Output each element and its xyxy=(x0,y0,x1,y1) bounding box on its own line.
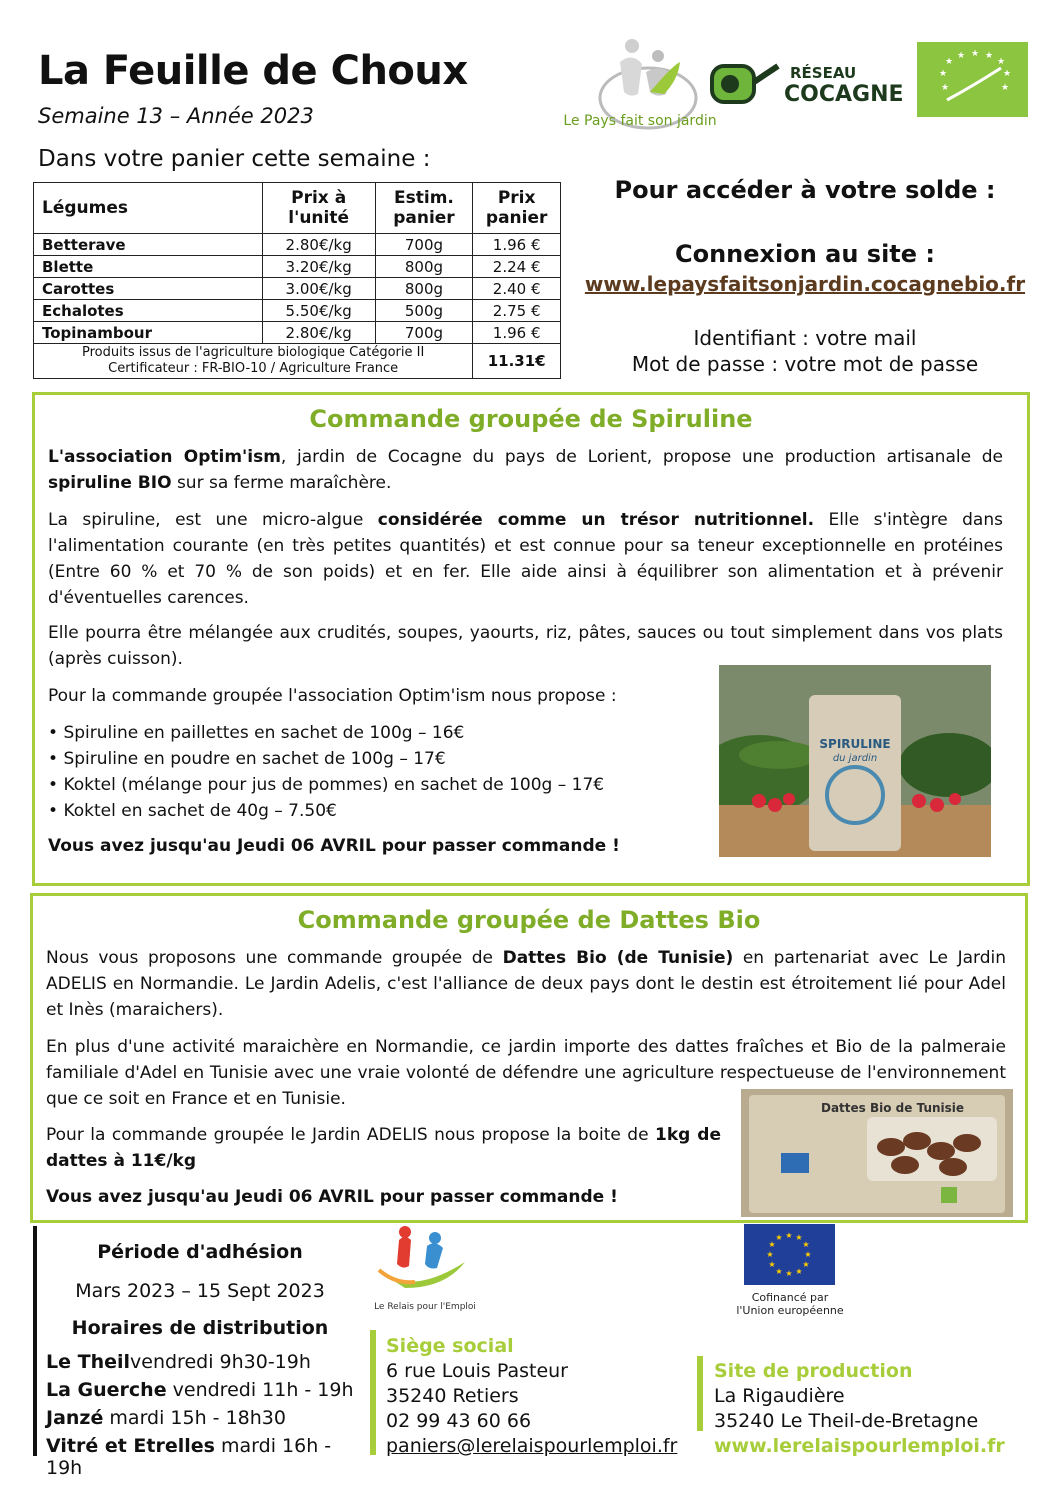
production-city: 35240 Le Theil-de-Bretagne xyxy=(714,1410,979,1432)
site-link[interactable]: www.lepaysfaitsonjardin.cocagnebio.fr xyxy=(584,272,1026,296)
dattes-title: Commande groupée de Dattes Bio xyxy=(297,906,761,934)
col-header-estimate: Estim. panier xyxy=(375,183,473,234)
schedule-time: vendredi 11h - 19h xyxy=(166,1379,354,1401)
veg-unit-price: 2.80€/kg xyxy=(262,322,375,344)
svg-text:★: ★ xyxy=(775,1233,783,1242)
schedule-place: Le Theil xyxy=(46,1351,131,1373)
veg-estimate: 800g xyxy=(375,278,473,300)
svg-text:★: ★ xyxy=(766,1250,774,1259)
veg-price: 1.96 € xyxy=(473,234,561,256)
schedule-row xyxy=(46,1407,366,1429)
dattes-section xyxy=(30,893,1028,1223)
veg-estimate: 800g xyxy=(375,256,473,278)
siege-accent-bar xyxy=(370,1330,376,1455)
veg-price: 2.24 € xyxy=(473,256,561,278)
veg-unit-price: 3.20€/kg xyxy=(262,256,375,278)
p2-bold: considérée comme un trésor nutritionnel. xyxy=(377,510,815,530)
siege-phone: 02 99 43 60 66 xyxy=(386,1410,532,1432)
veg-name: Blette xyxy=(34,256,263,278)
spiruline-photo-sub: du jardin xyxy=(832,753,878,764)
week-subtitle: Semaine 13 – Année 2023 xyxy=(38,104,314,128)
adhesion-dates: Mars 2023 – 15 Sept 2023 xyxy=(75,1280,325,1302)
dattes-deadline: Vous avez jusqu'au Jeudi 06 AVRIL pour passer commande ! xyxy=(46,1187,618,1207)
svg-text:★: ★ xyxy=(957,51,966,61)
veg-unit-price: 2.80€/kg xyxy=(262,234,375,256)
veg-estimate: 700g xyxy=(375,322,473,344)
basket-heading: Dans votre panier cette semaine : xyxy=(38,146,431,172)
optimism-name: L'association Optim'ism xyxy=(48,447,281,467)
veg-price: 2.75 € xyxy=(473,300,561,322)
schedule-time: mardi 16h - 19h xyxy=(46,1435,332,1479)
table-footer-row xyxy=(34,344,561,379)
dattes-p3-start: Pour la commande groupée le Jardin ADELIS nous propose la boite de xyxy=(46,1125,656,1145)
spiruline-offer-list xyxy=(48,720,708,824)
dattes-photo-label: Dattes Bio de Tunisie xyxy=(821,1101,965,1115)
certification-line1: Produits issus de l'agriculture biologique Catégorie II xyxy=(82,345,425,360)
svg-text:★: ★ xyxy=(768,1260,776,1269)
p2-start: La spiruline, est une micro-algue xyxy=(48,510,378,530)
schedule-row xyxy=(46,1379,366,1401)
svg-text:★: ★ xyxy=(804,1250,812,1259)
dattes-paragraph-3 xyxy=(46,1122,721,1174)
spiruline-deadline: Vous avez jusqu'au Jeudi 06 AVRIL pour passer commande ! xyxy=(48,836,620,856)
schedule-row xyxy=(46,1435,366,1479)
siege-city: 35240 Retiers xyxy=(386,1385,519,1407)
table-row xyxy=(34,278,561,300)
siege-email-link[interactable]: paniers@lerelaispourlemploi.fr xyxy=(386,1435,678,1457)
svg-text:★: ★ xyxy=(795,1233,803,1242)
newsletter-title: La Feuille de Choux xyxy=(38,48,468,94)
col-header-legumes: Légumes xyxy=(34,183,263,234)
dattes-bold: Dattes Bio (de Tunisie) xyxy=(502,948,734,968)
svg-text:★: ★ xyxy=(785,1269,793,1278)
eu-caption-line1: Cofinancé par xyxy=(751,1291,829,1304)
svg-text:★: ★ xyxy=(941,83,950,93)
table-row xyxy=(34,256,561,278)
dattes-p1-end: en partenariat avec Le Jardin ADELIS en Normandie. Le Jardin Adelis, c'est l'alliance de deux pays dont le destin est étroitement lié pour Adel et Inès (maraichers). xyxy=(46,948,1007,1020)
svg-text:★: ★ xyxy=(997,57,1006,67)
spiruline-bio: spiruline BIO xyxy=(48,473,172,493)
spiruline-photo-label: SPIRULINE xyxy=(819,737,891,751)
production-website-link[interactable]: www.lerelaispourlemploi.fr xyxy=(714,1435,1005,1457)
svg-text:★: ★ xyxy=(795,1267,803,1276)
watering-can-icon xyxy=(708,52,784,110)
balance-heading: Pour accéder à votre solde : xyxy=(614,176,996,204)
footer-divider xyxy=(33,1226,37,1456)
schedule-time: vendredi 9h30-19h xyxy=(130,1351,311,1373)
login-heading: Connexion au site : xyxy=(674,240,936,268)
table-row xyxy=(34,234,561,256)
dattes-p1-start: Nous vous proposons une commande groupée de xyxy=(46,948,503,968)
svg-text:★: ★ xyxy=(768,1240,776,1249)
spiruline-photo xyxy=(719,665,991,857)
vegetable-table xyxy=(33,182,561,379)
login-password: Mot de passe : votre mot de passe xyxy=(631,352,979,376)
reseau-cocagne-logo xyxy=(708,52,908,112)
spiruline-paragraph-1 xyxy=(48,444,1003,496)
cocagne-line1: RÉSEAU xyxy=(790,64,857,82)
schedule-place: Vitré et Etrelles xyxy=(46,1435,215,1457)
schedule-place: Janzé xyxy=(46,1407,104,1429)
dattes-paragraph-2: En plus d'une activité maraichère en Normandie, ce jardin importe des dattes fraîches et Bio de la palmeraie familiale d'Adel en Tunisie avec une vraie volonté de défendre une agriculture respectueuse de l'environnement que ce soit en France et en Tunisie. xyxy=(46,1037,1006,1109)
list-item: • Koktel en sachet de 40g – 7.50€ xyxy=(48,798,708,824)
dattes-photo xyxy=(741,1089,1013,1217)
spiruline-paragraph-3: Elle pourra être mélangée aux crudités, soupes, yaourts, riz, pâtes, sauces ou tout simplement dans vos plats (après cuisson). xyxy=(48,623,1003,669)
dattes-price: 1kg de dattes à 11€/kg xyxy=(46,1125,721,1171)
schedule-place: La Guerche xyxy=(46,1379,167,1401)
siege-title: Siège social xyxy=(386,1335,514,1357)
veg-price: 1.96 € xyxy=(473,322,561,344)
spiruline-title: Commande groupée de Spiruline xyxy=(309,405,753,433)
spiruline-paragraph-2 xyxy=(48,507,1003,611)
veg-name: Echalotes xyxy=(34,300,263,322)
horaires-title: Horaires de distribution xyxy=(71,1317,329,1339)
svg-text:★: ★ xyxy=(1001,83,1010,93)
p1-text: , jardin de Cocagne du pays de Lorient, propose une production artisanale de xyxy=(280,447,1003,467)
relais-logo-caption: Le Relais pour l'Emploi xyxy=(374,1302,476,1312)
siege-address: 6 rue Louis Pasteur xyxy=(386,1360,568,1382)
schedule-time: mardi 15h - 18h30 xyxy=(103,1407,286,1429)
table-row xyxy=(34,300,561,322)
svg-text:★: ★ xyxy=(985,51,994,61)
production-place: La Rigaudière xyxy=(714,1385,845,1407)
veg-price: 2.40 € xyxy=(473,278,561,300)
certification-line2: Certificateur : FR-BIO-10 / Agriculture France xyxy=(108,361,399,376)
pays-logo-caption: Le Pays fait son jardin xyxy=(563,113,717,129)
svg-text:★: ★ xyxy=(939,69,948,79)
veg-estimate: 700g xyxy=(375,234,473,256)
spiruline-paragraph-4: Pour la commande groupée l'association Optim'ism nous propose : xyxy=(48,686,617,706)
adhesion-title: Période d'adhésion xyxy=(97,1241,303,1263)
relais-pour-emploi-logo xyxy=(375,1222,477,1302)
veg-name: Carottes xyxy=(34,278,263,300)
svg-text:★: ★ xyxy=(945,57,954,67)
col-header-unit-price: Prix à l'unité xyxy=(262,183,375,234)
col-header-basket-price: Prix panier xyxy=(473,183,561,234)
certification-note xyxy=(34,344,473,379)
veg-name: Topinambour xyxy=(34,322,263,344)
p1-end: sur sa ferme maraîchère. xyxy=(171,473,392,493)
dattes-paragraph-1 xyxy=(46,945,1006,1023)
production-accent-bar xyxy=(697,1356,703,1431)
eu-flag-icon xyxy=(744,1224,835,1285)
p2-end: Elle s'intègre dans l'alimentation courante (en très petites quantités) et est connue pour sa teneur exceptionnelle en protéines (Entre 60 % et 70 % de son poids) et en fer. Elle aide ainsi à équilibrer son alimentation et à prévenir d'éventuelles carences. xyxy=(48,510,1003,608)
table-row xyxy=(34,322,561,344)
eu-organic-leaf-logo xyxy=(917,42,1028,117)
spiruline-section xyxy=(32,392,1030,886)
eu-caption-line2: l'Union européenne xyxy=(736,1304,844,1317)
list-item: • Spiruline en poudre en sachet de 100g – 17€ xyxy=(48,746,708,772)
svg-text:★: ★ xyxy=(785,1231,793,1240)
basket-total: 11.31€ xyxy=(473,344,561,379)
login-identifier: Identifiant : votre mail xyxy=(693,326,917,350)
veg-estimate: 500g xyxy=(375,300,473,322)
svg-text:★: ★ xyxy=(775,1267,783,1276)
list-item: • Koktel (mélange pour jus de pommes) en sachet de 100g – 17€ xyxy=(48,772,708,798)
veg-unit-price: 3.00€/kg xyxy=(262,278,375,300)
svg-text:★: ★ xyxy=(802,1260,810,1269)
svg-text:★: ★ xyxy=(971,49,980,59)
list-item: • Spiruline en paillettes en sachet de 100g – 16€ xyxy=(48,720,708,746)
svg-text:★: ★ xyxy=(802,1240,810,1249)
veg-name: Betterave xyxy=(34,234,263,256)
schedule-row xyxy=(46,1351,366,1373)
eu-caption xyxy=(720,1291,860,1317)
production-title: Site de production xyxy=(714,1360,913,1382)
cocagne-line2: COCAGNE xyxy=(784,82,904,107)
svg-text:★: ★ xyxy=(1003,69,1012,79)
veg-unit-price: 5.50€/kg xyxy=(262,300,375,322)
